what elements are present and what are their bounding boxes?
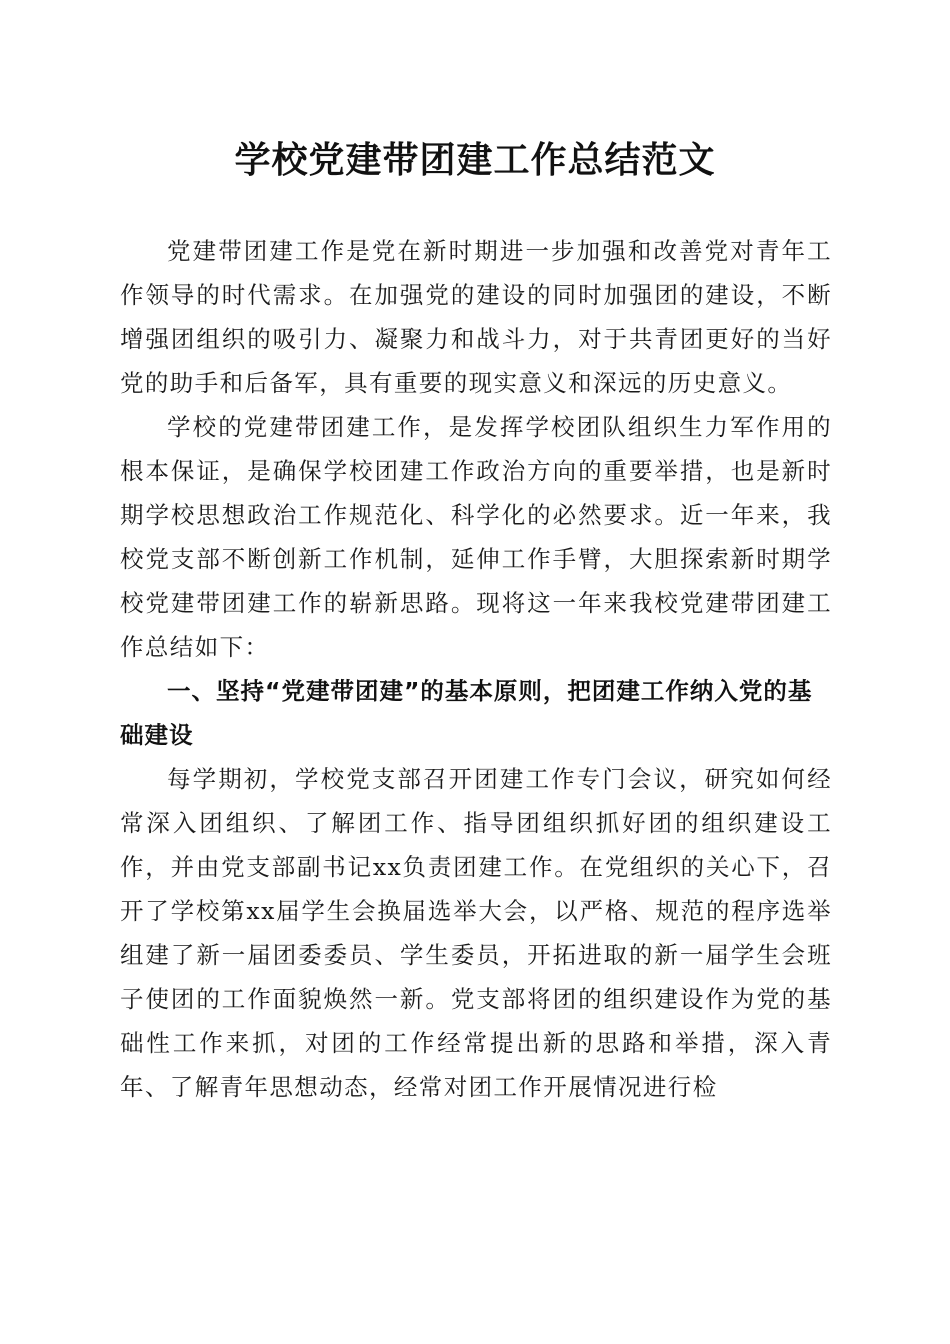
paragraph-intro: 党建带团建工作是党在新时期进一步加强和改善党对青年工作领导的时代需求。在加强党的建设的同时加强团的建设，不断增强团组织的吸引力、凝聚力和战斗力，对于共青团更好的当好党的助手和后备军，具有重要的现实意义和深远的历史意义。 (120, 237, 832, 397)
paragraph-school-work: 学校的党建带团建工作，是发挥学校团队组织生力军作用的根本保证，是确保学校团建工作政治方向的重要举措，也是新时期学校思想政治工作规范化、科学化的必然要求。近一年来，我校党支部不断创新工作机制，延伸工作手臂，大胆探索新时期学校党建带团建工作的崭新思路。现将这一年来我校党建带团建工作总结如下： (120, 413, 832, 661)
document-title: 学校党建带团建工作总结范文 (234, 139, 716, 181)
document-body (120, 229, 832, 1109)
paragraph-section-1: 每学期初，学校党支部召开团建工作专门会议，研究如何经常深入团组织、了解团工作、指导团组织抓好团的组织建设工作，并由党支部副书记xx负责团建工作。在党组织的关心下，召开了学校第xx届学生会换届选举大会，以严格、规范的程序选举组建了新一届团委委员、学生委员，开拓进取的新一届学生会班子使团的工作面貌焕然一新。党支部将团的组织建设作为党的基础性工作来抓，对团的工作经常提出新的思路和举措，深入青年、了解青年思想动态，经常对团工作开展情况进行检 (120, 765, 832, 1101)
section-heading-1: 一、坚持“党建带团建”的基本原则，把团建工作纳入党的基础建设 (120, 677, 813, 749)
